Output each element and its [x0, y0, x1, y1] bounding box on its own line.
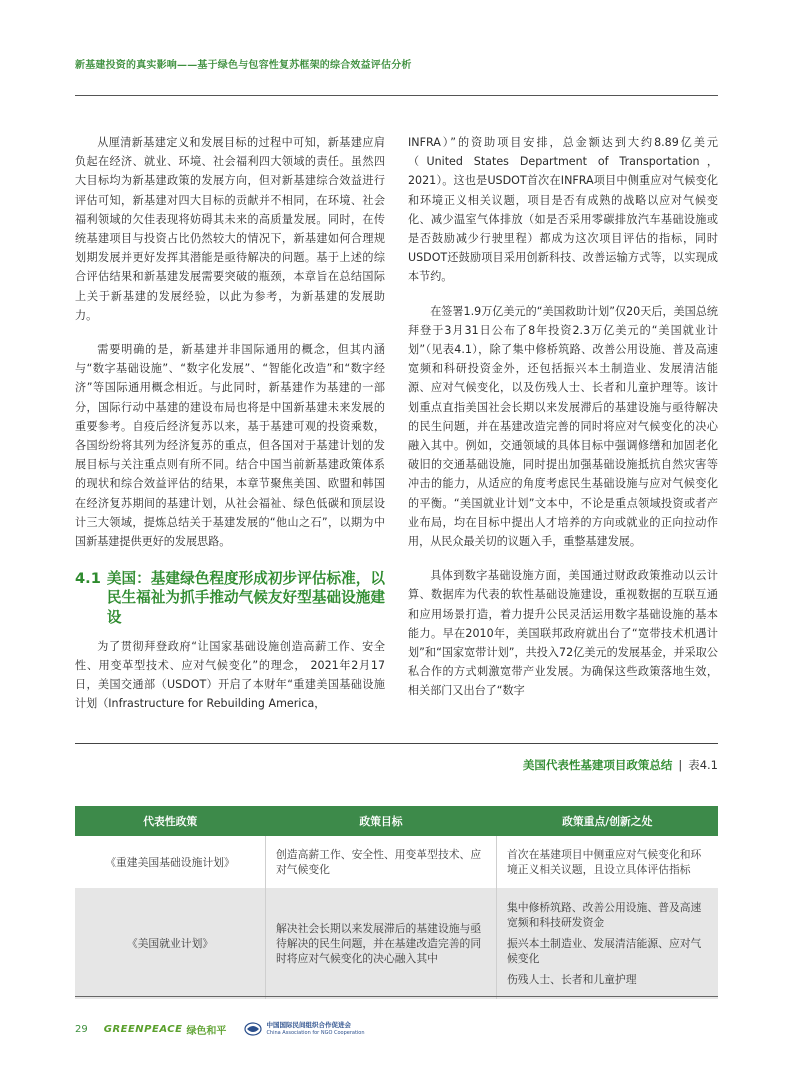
section-number: 4.1 — [75, 570, 101, 588]
table-cell-policy: 《美国就业计划》 — [75, 888, 266, 999]
table-caption-title: 美国代表性基建项目政策总结 — [522, 758, 673, 772]
table-caption — [523, 757, 718, 773]
focus-item: 伤残人士、长者和儿童护理 — [507, 973, 637, 986]
table-caption-number: 表4.1 — [688, 758, 718, 772]
header-divider — [75, 95, 718, 96]
cango-logo — [244, 1021, 364, 1037]
body-paragraph: 需要明确的是，新基建并非国际通用的概念，但其内涵与“数字基础设施”、“数字化发展”、“智能化改造”和“数字经济”等国际通用概念相近。与此同时，新基建作为基建的一部分，国际行动中基建的建设布局也将是中国新基建未来发展的重要参考。自疫后经济复苏以来，基于基建可观的投资乘数，各国纷纷将其列为经济复苏的重点，但各国对于基建计划的发展目标与关注重点则有所不同。结合中国当前新基建政策体系的现状和综合效益评估的结果，本章节聚焦美国、欧盟和韩国在经济复苏期间的基建计划，从社会福祉、绿色低碳和顶层设计三大领域，提炼总结关于基建发展的“他山之石”，以期为中国新基建提供更好的发展思路。 — [75, 343, 385, 549]
table-caption-row — [75, 743, 718, 790]
table-caption-separator: | — [678, 758, 683, 772]
body-paragraph: 为了贯彻拜登政府“让国家基础设施创造高薪工作、安全性、用变革型技术、应对气候变化”的理念， 2021年2月17日，美国交通部（USDOT）开启了本财年“重建美国基础设施计划（Infrastructure for Rebuilding America， — [75, 639, 385, 711]
table-row — [75, 888, 718, 999]
body-paragraph: 从厘清新基建定义和发展目标的过程中可知，新基建应肩负起在经济、就业、环境、社会福利四大领域的责任。虽然四大目标均为新基建政策的发展方向，但对新基建综合效益进行评估可知，新基建对四大目标的贡献并不相同，在环境、社会福利领域的欠佳表现将妨碍其未来的高质量发展。同时，在传统基建项目与投资占比仍然较大的情况下，新基建如何合理规划期发展并更好发挥其潜能是亟待解决的问题。基于上述的综合评估结果和新基建发展需要突破的瓶颈，本章旨在总结国际上关于新基建的发展经验，以此为参考，为新基建的发展助力。 — [75, 136, 385, 322]
table-cell-goal: 解决社会长期以来发展滞后的基建设施与亟待解决的民生问题，并在基建改造完善的同时将应对气候变化的决心融入其中 — [266, 888, 497, 999]
focus-item: 集中修桥筑路、改善公用设施、普及高速宽频和科技研发资金 — [507, 901, 702, 929]
section-heading — [75, 569, 385, 627]
footer-divider — [75, 996, 718, 997]
table-header-row — [75, 806, 718, 836]
cango-en-name: China Association for NGO Cooperation — [266, 1030, 365, 1036]
table-cell-focus: 首次在基建项目中侧重应对气候变化和环境正义相关议题，且设立具体评估指标 — [497, 836, 719, 888]
cango-cn-name: 中国国际民间组织合作促进会 — [266, 1021, 351, 1029]
table-header-cell: 政策目标 — [266, 806, 497, 836]
body-paragraph: 在签署1.9万亿美元的“美国救助计划”仅20天后，美国总统拜登于3月31日公布了8年投资2.3万亿美元的“美国就业计划”（见表4.1），除了集中修桥筑路、改善公用设施、普及高速宽频和科研投资金外，还包括振兴本土制造业、发展清洁能源、应对气候变化，以及伤残人士、长者和儿童护理等。该计划重点直指美国社会长期以来发展滞后的基建设施与亟待解决的民生问题，并在基建改造完善的同时将应对气候变化的决心融入其中。例如，交通领域的具体目标中强调修缮和加固老化破旧的交通基础设施，同时提出加强基础设施抵抗自然灾害等冲击的能力，从适应的角度考虑民生基础设施与应对气候变化的平衡。“美国就业计划”文本中，不论是重点领域投资或者产业布局，均在目标中提出人才培养的方向或就业的正向拉动作用，从民众最关切的议题入手，重整基建发展。 — [408, 304, 718, 549]
policy-table — [75, 806, 718, 999]
page-number: 29 — [75, 1023, 88, 1035]
table-cell-policy: 《重建美国基础设施计划》 — [75, 836, 266, 888]
greenpeace-cn-name: 绿色和平 — [186, 1025, 227, 1037]
table-cell-goal: 创造高薪工作、安全性、用变革型技术、应对气候变化 — [266, 836, 497, 888]
table-header-cell: 代表性政策 — [75, 806, 266, 836]
section-title: 美国：基建绿色程度形成初步评估标准，以民生福祉为抓手推动气候友好型基础设施建设 — [106, 570, 385, 626]
table-header-cell: 政策重点/创新之处 — [497, 806, 719, 836]
body-paragraph: INFRA）”的资助项目安排，总金额达到大约8.89亿美元（United States Department of Transportation，2021）。这也是USDOT首次在INFRA项目中侧重应对气候变化和环境正义相关议题，项目是否有成熟的战略以应对气候变化、减少温室气体排放（如是否采用零碳排放汽车基础设施或是否鼓励减少行驶里程）都成为这次项目评估的指标，同时USDOT还鼓励项目采用创新科技、改善运输方式等，以实现成本节约。 — [408, 136, 718, 284]
table-row — [75, 836, 718, 888]
page-footer — [75, 1021, 365, 1037]
running-header-title: 新基建投资的真实影响——基于绿色与包容性复苏框架的综合效益评估分析 — [75, 60, 412, 71]
left-column — [75, 133, 385, 714]
cango-emblem-icon — [244, 1022, 262, 1036]
right-column — [408, 133, 718, 701]
focus-item: 振兴本土制造业、发展清洁能源、应对气候变化 — [507, 937, 702, 965]
body-paragraph: 具体到数字基础设施方面，美国通过财政政策推动以云计算、数据库为代表的软性基础设施建设，重视数据的互联互通和应用场景打造，着力提升公民灵活运用数字基础设施的基本能力。早在2010年，美国联邦政府就出台了“宽带技术机遇计划”和“国家宽带计划”，共投入72亿美元的发展基金，并采取公私合作的方式刺激宽带产业发展。为确保这些政策落地生效，相关部门又出台了“数字 — [408, 569, 718, 698]
greenpeace-logo: GREENPEACE — [103, 1023, 183, 1035]
table-cell-focus — [497, 888, 719, 999]
